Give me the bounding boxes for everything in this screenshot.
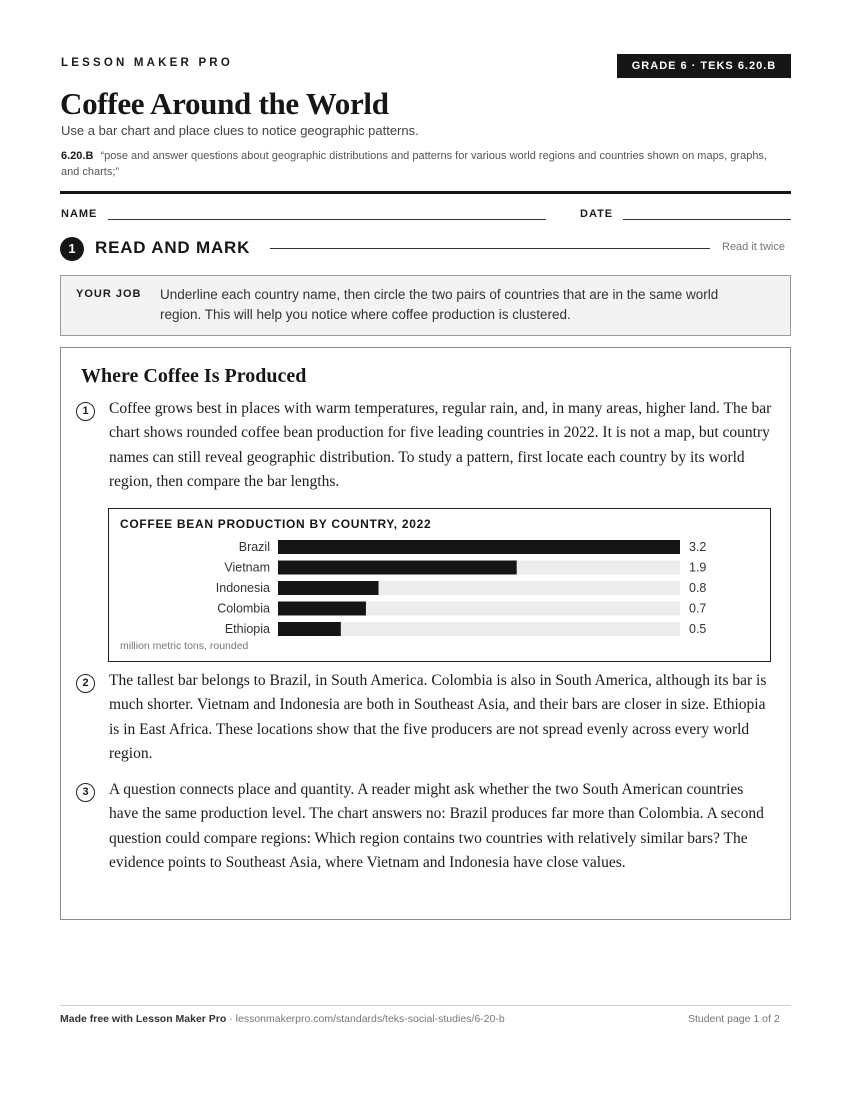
header-divider [60, 191, 791, 194]
paragraph-3: A question connects place and quantity. A reader might ask whether the two South American countries have the same production level. The chart answers no: Brazil produces far more than Colombia. A second question could compare regions: Which region contains two countries with relatively similar bars? The evidence points to Southeast Asia, where Vietnam and Indonesia have close values. [109, 781, 764, 871]
chart-bar [278, 561, 517, 575]
chart-value-label: 1.9 [689, 560, 707, 575]
chart-value-label: 0.5 [689, 622, 707, 636]
chart-bar [278, 581, 379, 595]
chart-category-label: Ethiopia [224, 622, 270, 636]
footer-divider [60, 1005, 791, 1006]
worksheet-title: Coffee Around the World [60, 86, 389, 121]
standard-code: 6.20.B [61, 150, 94, 162]
paragraph-number-1: 1 [76, 402, 95, 421]
your-job-label: YOUR JOB [76, 288, 142, 300]
section-number-badge: 1 [60, 237, 84, 261]
chart-bar [278, 540, 680, 554]
chart-category-label: Indonesia [215, 581, 270, 595]
your-job-text: Underline each country name, then circle the two pairs of countries that are in the same world region. This will help you notice where coffee production is clustered. [160, 287, 719, 322]
standard-statement [61, 148, 781, 180]
footer-credit [60, 1013, 505, 1025]
paragraph-number-2: 2 [76, 674, 95, 693]
section-title: READ AND MARK [95, 238, 251, 257]
brand-name: LESSON MAKER PRO [61, 57, 233, 69]
reading-passage [60, 347, 791, 920]
chart-unit-note: million metric tons, rounded [120, 640, 249, 652]
chart-value-label: 0.8 [689, 581, 707, 595]
footer-url[interactable]: · lessonmakerpro.com/standards/teks-social-studies/6-20-b [226, 1013, 505, 1025]
standard-text: “pose and answer questions about geographic distributions and patterns for various world regions and countries shown on maps, graphs, and charts;” [61, 150, 767, 178]
footer-made-with: Made free with Lesson Maker Pro [60, 1013, 227, 1025]
chart-value-label: 3.2 [689, 540, 707, 554]
section-divider [270, 248, 710, 249]
chart-category-label: Brazil [238, 540, 270, 554]
footer-page-number: Student page 1 of 2 [688, 1013, 780, 1025]
paragraph-number-3: 3 [76, 783, 95, 802]
reading-title: Where Coffee Is Produced [81, 365, 307, 387]
chart-bar [278, 602, 366, 616]
chart-title: COFFEE BEAN PRODUCTION BY COUNTRY, 2022 [120, 517, 432, 531]
section-note: Read it twice [722, 241, 785, 253]
date-label: DATE [580, 208, 614, 220]
bar-chart [108, 508, 771, 662]
name-write-line[interactable] [108, 219, 546, 220]
chart-plot [109, 509, 770, 661]
worksheet-subtitle: Use a bar chart and place clues to notice geographic patterns. [61, 123, 419, 138]
your-job-box [60, 275, 791, 336]
grade-badge: GRADE 6 · TEKS 6.20.B [617, 54, 791, 78]
chart-category-label: Vietnam [224, 560, 270, 575]
chart-bar [278, 622, 341, 636]
date-write-line[interactable] [623, 219, 791, 220]
chart-category-label: Colombia [217, 601, 270, 616]
chart-value-label: 0.7 [689, 601, 707, 616]
name-label: NAME [61, 208, 98, 220]
paragraph-2: The tallest bar belongs to Brazil, in South America. Colombia is also in South America, although its bar is much shorter. Vietnam and Indonesia are both in Southeast Asia, and their bars are closer in size. Ethiopia is in East Africa. These locations show that the five producers are not spread evenly across every world region. [109, 672, 767, 762]
paragraph-1: Coffee grows best in places with warm temperatures, regular rain, and, in many areas, higher land. The bar chart shows rounded coffee bean production for five leading countries in 2022. It is not a map, but country names can still reveal geographic distribution. To study a pattern, first locate each country by its world region, then compare the bar lengths. [109, 400, 772, 490]
